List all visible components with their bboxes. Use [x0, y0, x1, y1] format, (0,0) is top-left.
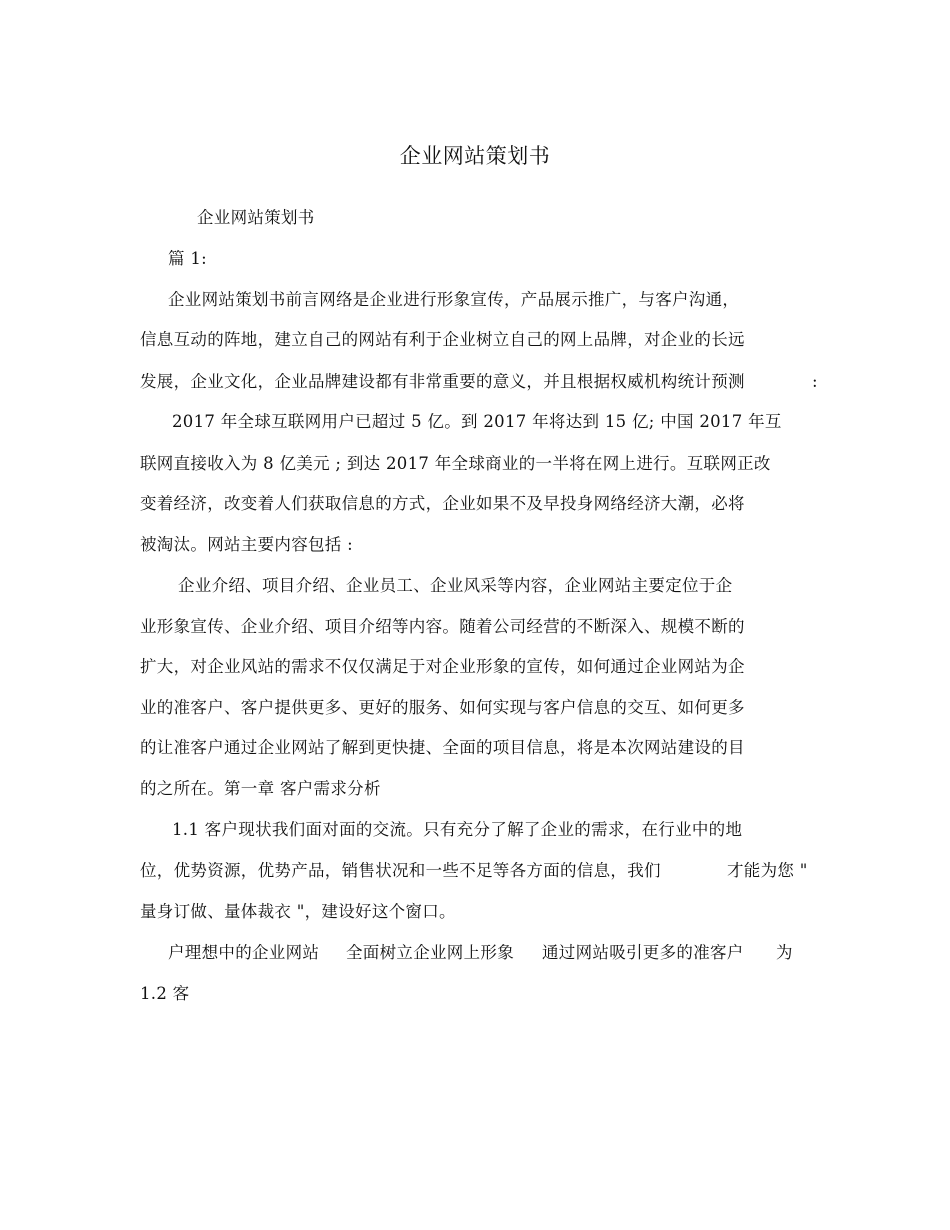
document-title: 企业网站策划书	[399, 144, 551, 168]
paragraph-line-tail: 才能为您 "	[727, 861, 808, 880]
paragraph-line: 被淘汰。网站主要内容包括 :	[140, 535, 354, 554]
paragraph-line: 企业介绍、项目介绍、企业员工、企业风采等内容，企业网站主要定位于企	[178, 576, 733, 595]
paragraph-segment: 全面树立企业网上形象	[346, 943, 514, 962]
paragraph-line: 量身订做、量体裁衣 "，建设好这个窗口。	[140, 902, 456, 921]
paragraph-line: 1.1 客户现状我们面对面的交流。只有充分了解了企业的需求，在行业中的地	[172, 820, 743, 839]
paragraph-colon: :	[812, 372, 818, 391]
paragraph-segment: 户理想中的企业网站	[168, 943, 320, 962]
section-label: 篇 1:	[168, 249, 208, 268]
paragraph-line: 2017 年全球互联网用户已超过 5 亿。到 2017 年将达到 15 亿; 中国 2017 年互	[172, 412, 782, 431]
paragraph-segment: 为	[776, 943, 793, 962]
paragraph-line: 业的准客户、客户提供更多、更好的服务、如何实现与客户信息的交互、如何更多	[140, 698, 745, 717]
paragraph-line: 扩大，对企业风站的需求不仅仅满足于对企业形象的宣传，如何通过企业网站为企	[140, 657, 745, 676]
paragraph-line: 的之所在。第一章 客户需求分析	[140, 779, 381, 798]
paragraph-line: 的让准客户通过企业网站了解到更快捷、全面的项目信息，将是本次网站建设的目	[140, 738, 745, 757]
paragraph-segment: 通过网站吸引更多的准客户	[542, 943, 744, 962]
paragraph-line: 发展，企业文化，企业品牌建设都有非常重要的意义，并且根据权威机构统计预测	[140, 372, 745, 391]
paragraph-line: 信息互动的阵地，建立自己的网站有利于企业树立自己的网上品牌，对企业的长远	[140, 330, 745, 349]
document-subtitle: 企业网站策划书	[197, 208, 315, 227]
paragraph-line: 变着经济，改变着人们获取信息的方式，企业如果不及早投身网络经济大潮，必将	[140, 494, 745, 513]
paragraph-line: 企业网站策划书前言网络是企业进行形象宣传，产品展示推广，与客户沟通，	[168, 290, 740, 309]
paragraph-line: 联网直接收入为 8 亿美元 ; 到达 2017 年全球商业的一半将在网上进行。互联网正改	[140, 454, 771, 473]
paragraph-line: 位，优势资源，优势产品，销售状况和一些不足等各方面的信息，我们	[140, 861, 661, 880]
paragraph-line: 业形象宣传、企业介绍、项目介绍等内容。随着公司经营的不断深入、规模不断的	[140, 617, 745, 636]
paragraph-line: 1.2 客	[140, 984, 190, 1003]
